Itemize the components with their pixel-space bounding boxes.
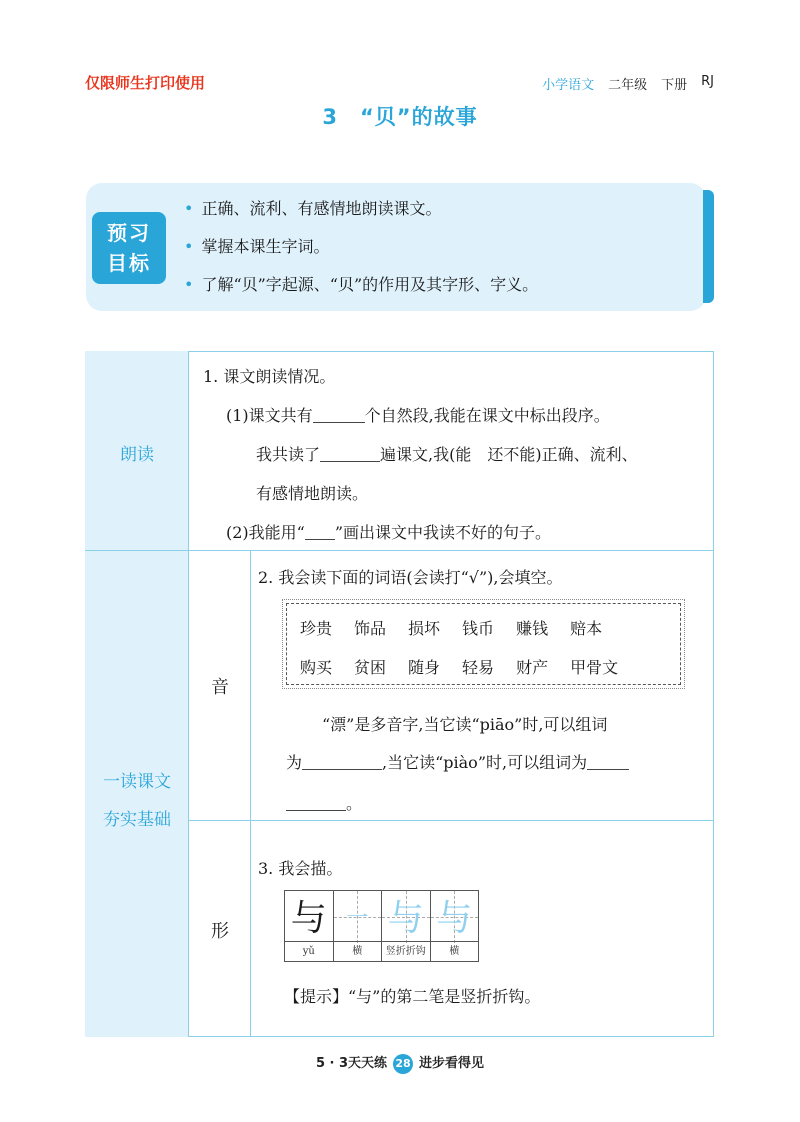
stroke-cell[interactable]: 与 横 (431, 891, 479, 961)
lesson-number: 3 (322, 105, 338, 129)
stroke-cell[interactable]: 一 横 (334, 891, 383, 961)
word-row-2 (300, 655, 618, 678)
stroke-cell: 与 yǔ (285, 891, 334, 961)
lesson-name: “贝”的故事 (360, 105, 478, 129)
q2-line2: 为 ,当它读“piào”时,可以组词为 (286, 750, 629, 773)
goals-panel-edge (703, 190, 714, 303)
goal-list (184, 190, 538, 304)
word-item[interactable]: 轻易 (462, 658, 495, 677)
row-divider (189, 820, 714, 821)
q2-line3: 。 (286, 791, 362, 814)
row-divider (85, 550, 714, 551)
q1-line2: 我共读了 遍课文,我(能 还不能)正确、流利、 (256, 445, 638, 464)
section-reading: 朗读 (120, 445, 154, 465)
q3-hint: 【提示】“与”的第二笔是竖折折钩。 (284, 987, 541, 1006)
word-item[interactable]: 损坏 (408, 619, 441, 638)
word-item[interactable]: 随身 (408, 658, 441, 677)
q1-line1: (1)课文共有 个自然段,我能在课文中标出段序。 (226, 406, 610, 425)
word-item[interactable]: 甲骨文 (570, 658, 619, 677)
answer-blank[interactable] (587, 753, 629, 770)
answer-blank[interactable] (305, 523, 335, 540)
word-item[interactable]: 财产 (516, 658, 549, 677)
book-info (542, 74, 714, 93)
goals-badge (92, 212, 166, 284)
bullet-icon: • (184, 237, 194, 256)
subject-label: 小学语文 (542, 78, 595, 93)
version-label: RJ (701, 74, 714, 89)
q1-title: 1. 课文朗读情况。 (203, 367, 336, 386)
q2-line1: “漂”是多音字,当它读“piāo”时,可以组词 (322, 715, 608, 734)
badge-line2: 目标 (107, 251, 151, 275)
answer-blank[interactable] (320, 445, 380, 462)
word-row-1 (300, 616, 602, 639)
goal-item: • 掌握本课生字词。 (184, 237, 330, 256)
q1-line3: 有感情地朗读。 (256, 484, 369, 503)
answer-blank[interactable] (313, 406, 365, 423)
word-item[interactable]: 赚钱 (516, 619, 549, 638)
page-number: 28 (393, 1054, 413, 1074)
word-item[interactable]: 购买 (300, 658, 333, 677)
print-notice: 仅限师生打印使用 (85, 74, 206, 92)
word-item[interactable]: 贫困 (354, 658, 387, 677)
q1-line4: (2)我能用“ ”画出课文中我读不好的句子。 (226, 523, 552, 542)
sub-section-sound: 音 (211, 677, 229, 698)
lesson-title (0, 101, 800, 131)
word-item[interactable]: 赔本 (570, 619, 603, 638)
footer-slogan: 进步看得见 (419, 1056, 485, 1071)
goal-item: • 正确、流利、有感情地朗读课文。 (184, 199, 442, 218)
grade-label: 二年级 (608, 78, 648, 93)
bullet-icon: • (184, 199, 194, 218)
sub-section-shape: 形 (211, 921, 229, 942)
q3-title: 3. 我会描。 (258, 859, 343, 878)
footer-brand: 5 · 3天天练 (315, 1056, 388, 1071)
stroke-cell[interactable]: 与 竖折折钩 (382, 891, 431, 961)
answer-blank[interactable] (302, 753, 382, 770)
goal-item: • 了解“贝”字起源、“贝”的作用及其字形、字义。 (184, 275, 539, 294)
word-item[interactable]: 珍贵 (300, 619, 333, 638)
volume-label: 下册 (661, 78, 688, 93)
badge-line1: 预习 (107, 221, 151, 245)
word-item[interactable]: 钱币 (462, 619, 495, 638)
stroke-order-grid (284, 890, 479, 962)
word-item[interactable]: 饰品 (354, 619, 387, 638)
bullet-icon: • (184, 275, 194, 294)
page-footer (0, 1052, 800, 1074)
answer-blank[interactable] (286, 794, 346, 811)
section-foundation: 一读课文 夯实基础 (103, 772, 171, 830)
sub-column-divider (250, 550, 251, 1037)
q2-title: 2. 我会读下面的词语(会读打“√”),会填空。 (258, 568, 563, 587)
